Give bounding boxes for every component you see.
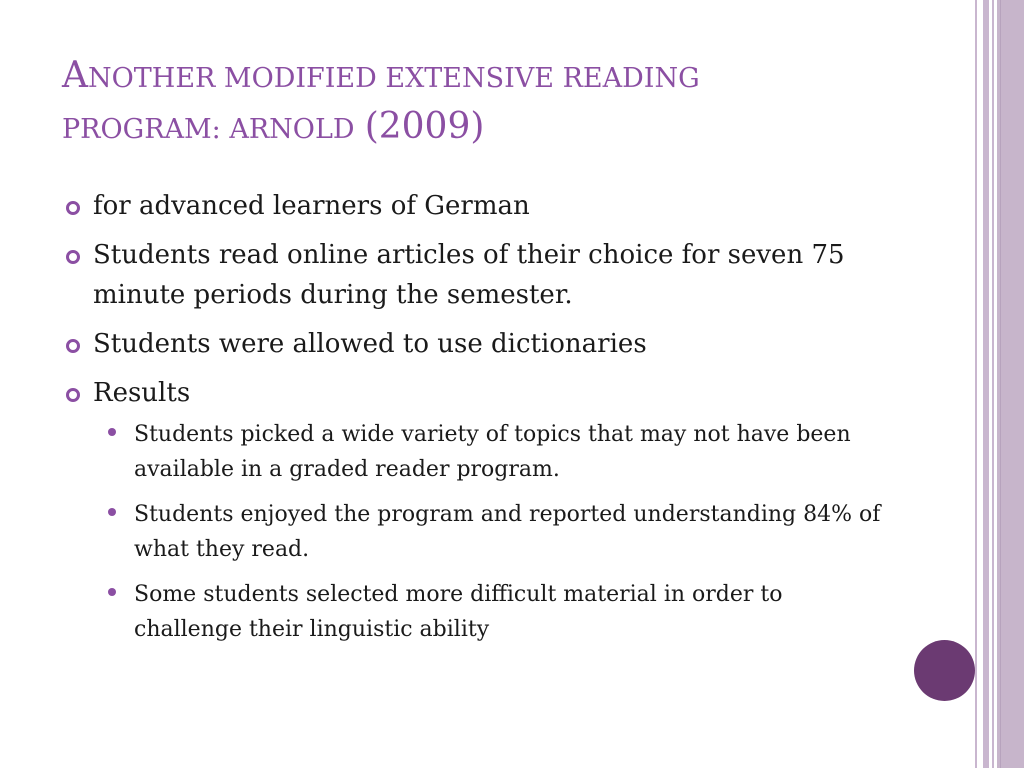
sub-bullet-item	[104, 497, 892, 567]
decor-stripe	[997, 0, 1024, 768]
title-year: (2009)	[364, 106, 485, 147]
ring-bullet-icon	[66, 339, 80, 353]
decor-stripe	[1000, 0, 1001, 768]
sub-bullet-text: Students picked a wide variety of topics that may not have been available in a graded reader program.	[134, 422, 851, 482]
title-line1-rest: NOTHER MODIFIED EXTENSIVE READING	[88, 63, 700, 94]
slide-title	[62, 52, 942, 154]
decor-circle	[914, 640, 975, 701]
sub-bullet-item	[104, 417, 892, 487]
bullet-text: Students read online articles of their choice for seven 75 minute periods during the semester.	[93, 240, 845, 310]
ring-bullet-icon	[66, 250, 80, 264]
decor-stripe	[992, 0, 994, 768]
sub-bullet-text: Some students selected more difficult material in order to challenge their linguistic ability	[134, 582, 783, 642]
ring-bullet-icon	[66, 201, 80, 215]
dot-bullet-icon	[108, 508, 116, 516]
bullet-text: Results	[93, 378, 191, 408]
decor-stripe	[975, 0, 977, 768]
bullet-item	[62, 324, 892, 364]
sub-bullet-text: Students enjoyed the program and reported understanding 84% of what they read.	[134, 502, 881, 562]
bullet-item	[62, 235, 892, 315]
bullet-item	[62, 373, 892, 413]
decor-stripe	[983, 0, 989, 768]
bullet-text: Students were allowed to use dictionaries	[93, 329, 647, 359]
bullet-item	[62, 186, 892, 226]
bullet-text: for advanced learners of German	[93, 191, 530, 221]
dot-bullet-icon	[108, 588, 116, 596]
sub-bullet-item	[104, 577, 892, 647]
dot-bullet-icon	[108, 428, 116, 436]
ring-bullet-icon	[66, 388, 80, 402]
title-initial: A	[62, 55, 88, 96]
title-line2: PROGRAM: ARNOLD	[62, 114, 355, 145]
slide-content	[62, 186, 892, 657]
